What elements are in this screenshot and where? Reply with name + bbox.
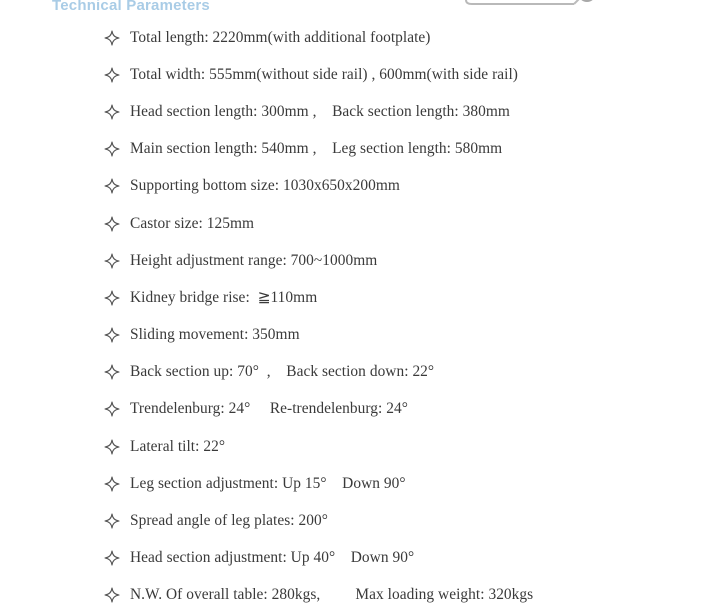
star-bullet-icon: [104, 104, 120, 120]
parameter-item: [104, 131, 533, 168]
parameter-text: Total width: 555mm(without side rail) , 600mm(with side rail): [130, 65, 518, 83]
section-heading: Technical Parameters: [52, 0, 210, 14]
parameter-item: [104, 19, 533, 56]
parameter-text: Head section length: 300mm , Back section length: 380mm: [130, 102, 510, 120]
parameter-text: Lateral tilt: 22°: [130, 437, 226, 455]
star-bullet-icon: [104, 253, 120, 269]
parameter-text: Head section adjustment: Up 40° Down 90°: [130, 549, 415, 567]
star-bullet-icon: [104, 216, 120, 232]
parameter-text: Supporting bottom size: 1030x650x200mm: [130, 177, 400, 195]
parameter-item: [104, 391, 533, 428]
parameter-item: [104, 465, 533, 502]
parameter-text: N.W. Of overall table: 280kgs, Max loading weight: 320kgs: [130, 586, 534, 604]
star-bullet-icon: [104, 141, 120, 157]
parameter-text: Leg section adjustment: Up 15° Down 90°: [130, 474, 406, 492]
parameter-item: [104, 56, 533, 93]
star-bullet-icon: [104, 364, 120, 380]
parameter-list: [104, 19, 533, 614]
star-bullet-icon: [104, 550, 120, 566]
parameter-text: Main section length: 540mm , Leg section length: 580mm: [130, 140, 503, 158]
parameter-item: [104, 354, 533, 391]
parameter-item: [104, 317, 533, 354]
parameter-item: [104, 279, 533, 316]
star-bullet-icon: [104, 30, 120, 46]
parameter-text: Castor size: 125mm: [130, 214, 255, 232]
star-bullet-icon: [104, 290, 120, 306]
parameter-text: Kidney bridge rise: ≧110mm: [130, 289, 318, 307]
table-image-fragment: [462, 0, 602, 12]
parameter-item: [104, 540, 533, 577]
star-bullet-icon: [104, 401, 120, 417]
parameter-item: [104, 205, 533, 242]
parameter-item: [104, 93, 533, 130]
parameter-text: Height adjustment range: 700~1000mm: [130, 251, 378, 269]
star-bullet-icon: [104, 178, 120, 194]
parameter-item: [104, 502, 533, 539]
parameter-text: Back section up: 70° , Back section down: 22°: [130, 363, 435, 381]
star-bullet-icon: [104, 327, 120, 343]
parameter-item: [104, 577, 533, 614]
parameter-item: [104, 168, 533, 205]
star-bullet-icon: [104, 67, 120, 83]
parameter-text: Spread angle of leg plates: 200°: [130, 512, 328, 530]
parameter-item: [104, 428, 533, 465]
star-bullet-icon: [104, 513, 120, 529]
parameter-text: Trendelenburg: 24° Re-trendelenburg: 24°: [130, 400, 408, 418]
star-bullet-icon: [104, 439, 120, 455]
parameter-item: [104, 242, 533, 279]
parameter-text: Sliding movement: 350mm: [130, 326, 300, 344]
star-bullet-icon: [104, 476, 120, 492]
parameter-text: Total length: 2220mm(with additional footplate): [130, 28, 431, 46]
star-bullet-icon: [104, 587, 120, 603]
